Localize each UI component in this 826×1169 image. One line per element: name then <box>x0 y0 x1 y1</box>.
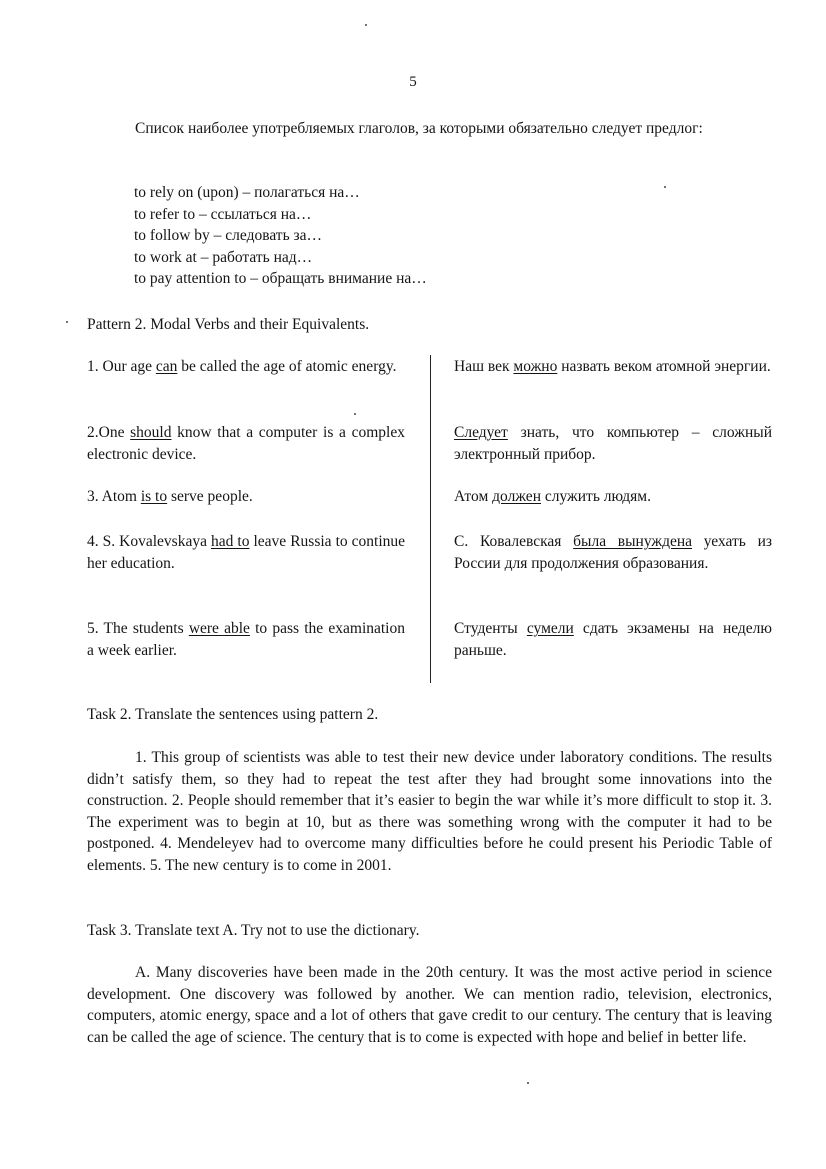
task3-heading: Task 3. Translate text A. Try not to use the dictionary. <box>87 922 420 939</box>
example-russian: Студенты сумели сдать экзамены на неделю раньше. <box>454 620 772 659</box>
verb-item: to follow by – следовать за… <box>134 227 323 244</box>
scan-speck <box>66 321 68 323</box>
scan-speck <box>527 1082 529 1084</box>
text-a-paragraph: A. Many discoveries have been made in the 20th century. It was the most active period in science development. One discovery was followed by another. We can mention radio, television, electronics, computers, atomic energy, space and a lot of others that gave credit to our century. The century that is leaving can be called the age of science. The century that is to come is expected with hope and belief in better life. <box>87 964 772 1046</box>
example-english: 2.One should know that a computer is a complex electronic device. <box>87 424 405 463</box>
scan-speck <box>365 24 367 26</box>
verb-list <box>134 182 427 290</box>
modal-verb: была вынуждена <box>573 533 693 550</box>
task2-heading: Task 2. Translate the sentences using pattern 2. <box>87 706 379 723</box>
example-russian: С. Ковалевская была вынуждена уехать из России для продолжения образования. <box>454 533 772 572</box>
intro-paragraph: Список наиболее употребляемых глаголов, за которыми обязательно следует предлог: <box>135 120 703 137</box>
column-divider <box>430 355 431 683</box>
example-english: 1. Our age can be called the age of atomic energy. <box>87 358 397 375</box>
example-english: 3. Atom is to serve people. <box>87 488 253 505</box>
page-number: 5 <box>409 74 417 90</box>
verb-item: to refer to – ссылаться на… <box>134 205 312 223</box>
example-russian: Наш век можно назвать веком атомной энергии. <box>454 358 771 375</box>
modal-verb: should <box>130 424 172 441</box>
modal-verb: were able <box>188 620 250 637</box>
scan-speck <box>664 186 666 188</box>
example-english: 5. The students were able to pass the examination a week earlier. <box>87 620 405 659</box>
pattern-heading: Pattern 2. Modal Verbs and their Equivalents. <box>87 316 370 333</box>
verb-item: to work at – работать над… <box>134 248 313 266</box>
modal-verb: is to <box>140 488 168 505</box>
modal-verb: можно <box>513 358 558 375</box>
example-english: 4. S. Kovalevskaya had to leave Russia to continue her education. <box>87 533 406 572</box>
modal-verb: сумели <box>526 620 574 637</box>
verb-item: to rely on (upon) – полагаться на… <box>134 184 360 201</box>
example-russian: Следует знать, что компьютер – сложный электронный прибор. <box>454 424 772 463</box>
modal-verb: can <box>155 358 178 375</box>
modal-verb: должен <box>492 488 541 505</box>
modal-verb: Следует <box>454 424 508 441</box>
modal-verb: had to <box>211 533 250 550</box>
scan-speck <box>354 413 356 415</box>
task2-sentences: 1. This group of scientists was able to test their new device under laboratory conditions. The results didn’t satisfy them, so they had to repeat the test after they had brought some innovations into the construction. 2. People should remember that it’s easier to begin the war while it’s more difficult to stop it. 3. The experiment was to begin at 10, but as there was something wrong with the computer it had to be postponed. 4. Mendeleyev had to overcome many difficulties before he could present his Periodic Table of elements. 5. The new century is to come in 2001. <box>87 749 772 874</box>
verb-item: to pay attention to – обращать внимание на… <box>134 270 427 287</box>
example-russian: Атом должен служить людям. <box>454 488 651 505</box>
